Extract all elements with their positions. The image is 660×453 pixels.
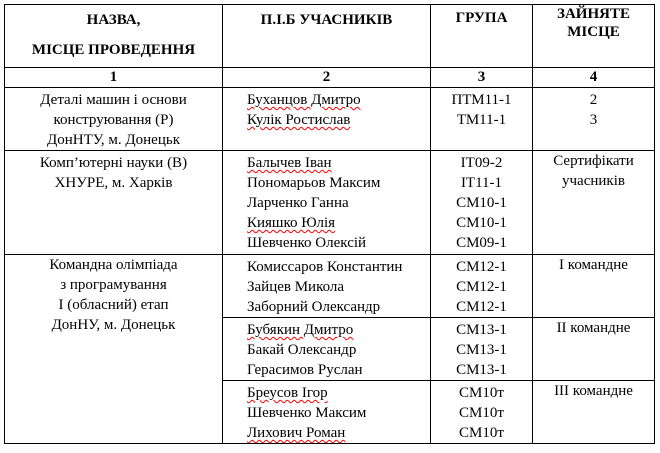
participant-group: СМ09-1 xyxy=(456,235,507,251)
participants-cell xyxy=(223,88,431,151)
participant-name: Лихович Роман xyxy=(247,425,346,441)
column-number: 4 xyxy=(533,68,655,88)
places-cell xyxy=(533,381,655,444)
participants-cell xyxy=(223,151,431,255)
participant-group: ПТМ11-1 xyxy=(451,92,512,108)
participant-group: СМ12-1 xyxy=(456,279,507,295)
event-title-cell: Командна олімпіада з програмування І (обласний) етап ДонНУ, м. Донецьк xyxy=(5,255,223,444)
header-place: ЗАЙНЯТЕ МІСЦЕ xyxy=(533,5,655,68)
column-number: 2 xyxy=(223,68,431,88)
column-number-row xyxy=(5,68,655,88)
places-cell xyxy=(533,255,655,318)
event-title-cell: Деталі машин і основи конструювання (Р) ДонНТУ, м. Донецьк xyxy=(5,88,223,151)
place-text: учасників xyxy=(562,173,625,189)
participant-name: Зайцев Микола xyxy=(247,279,345,295)
table-row xyxy=(5,88,655,151)
participant-name: Шевченко Максим xyxy=(247,405,367,421)
participant-name: Пономарьов Максим xyxy=(247,175,381,191)
participant-group: СМ12-1 xyxy=(456,259,507,275)
participant-name: Комиссаров Константин xyxy=(247,259,403,275)
participant-place: 2 xyxy=(589,92,598,108)
places-cell xyxy=(533,318,655,381)
participant-group: СМ10-1 xyxy=(456,215,507,231)
table-row xyxy=(5,151,655,255)
participant-name: Шевченко Олексій xyxy=(247,235,367,251)
participant-group: СМ10-1 xyxy=(456,195,507,211)
results-table xyxy=(4,4,655,444)
header-row xyxy=(5,5,655,68)
participant-name: Буханцов Дмитро xyxy=(247,92,361,108)
participant-name: Заборний Олександр xyxy=(247,299,381,315)
participant-group: СМ10т xyxy=(459,405,504,421)
team-place: ІІ командне xyxy=(556,320,631,336)
participant-group: СМ10т xyxy=(459,385,504,401)
participant-group: СМ10т xyxy=(459,425,504,441)
column-number: 3 xyxy=(431,68,533,88)
participants-cell xyxy=(223,318,431,381)
column-number: 1 xyxy=(5,68,223,88)
participant-group: СМ13-1 xyxy=(456,322,507,338)
event-title-line: Командна олімпіада xyxy=(49,257,178,273)
participant-name: Герасимов Руслан xyxy=(247,362,363,378)
participants-cell xyxy=(223,255,431,318)
participant-group: ІТ11-1 xyxy=(460,175,503,191)
header-group: ГРУПА xyxy=(431,5,533,68)
places-cell xyxy=(533,151,655,255)
participants-cell xyxy=(223,381,431,444)
participant-group: СМ12-1 xyxy=(456,299,507,315)
groups-cell xyxy=(431,88,533,151)
team-place: І командне xyxy=(559,257,628,273)
place-text: Сертифікати xyxy=(553,153,634,169)
groups-cell xyxy=(431,151,533,255)
participant-name: Бубякин Дмитро xyxy=(247,322,354,338)
groups-cell xyxy=(431,255,533,318)
participant-group: СМ13-1 xyxy=(456,362,507,378)
participant-group: СМ13-1 xyxy=(456,342,507,358)
table-row xyxy=(5,255,655,318)
participant-group: ТМ11-1 xyxy=(456,112,507,128)
participant-place: 3 xyxy=(589,112,598,128)
participant-name: Бреусов Ігор xyxy=(247,385,328,401)
participant-group: ІТ09-2 xyxy=(460,155,503,171)
participant-name: Бакай Олександр xyxy=(247,342,357,358)
participant-name: Кулік Ростислав xyxy=(247,112,351,128)
places-cell xyxy=(533,88,655,151)
participant-name: Ларченко Ганна xyxy=(247,195,349,211)
participant-name: Кияшко Юлія xyxy=(247,215,336,231)
participant-name: Балычев Іван xyxy=(247,155,332,171)
header-names: П.І.Б УЧАСНИКІВ xyxy=(223,5,431,68)
header-event: НАЗВА, МІСЦЕ ПРОВЕДЕННЯ xyxy=(5,5,223,68)
team-place: ІІІ командне xyxy=(554,383,633,399)
groups-cell xyxy=(431,318,533,381)
event-title-cell: Комп’ютерні науки (В) ХНУРЕ, м. Харків xyxy=(5,151,223,255)
groups-cell xyxy=(431,381,533,444)
